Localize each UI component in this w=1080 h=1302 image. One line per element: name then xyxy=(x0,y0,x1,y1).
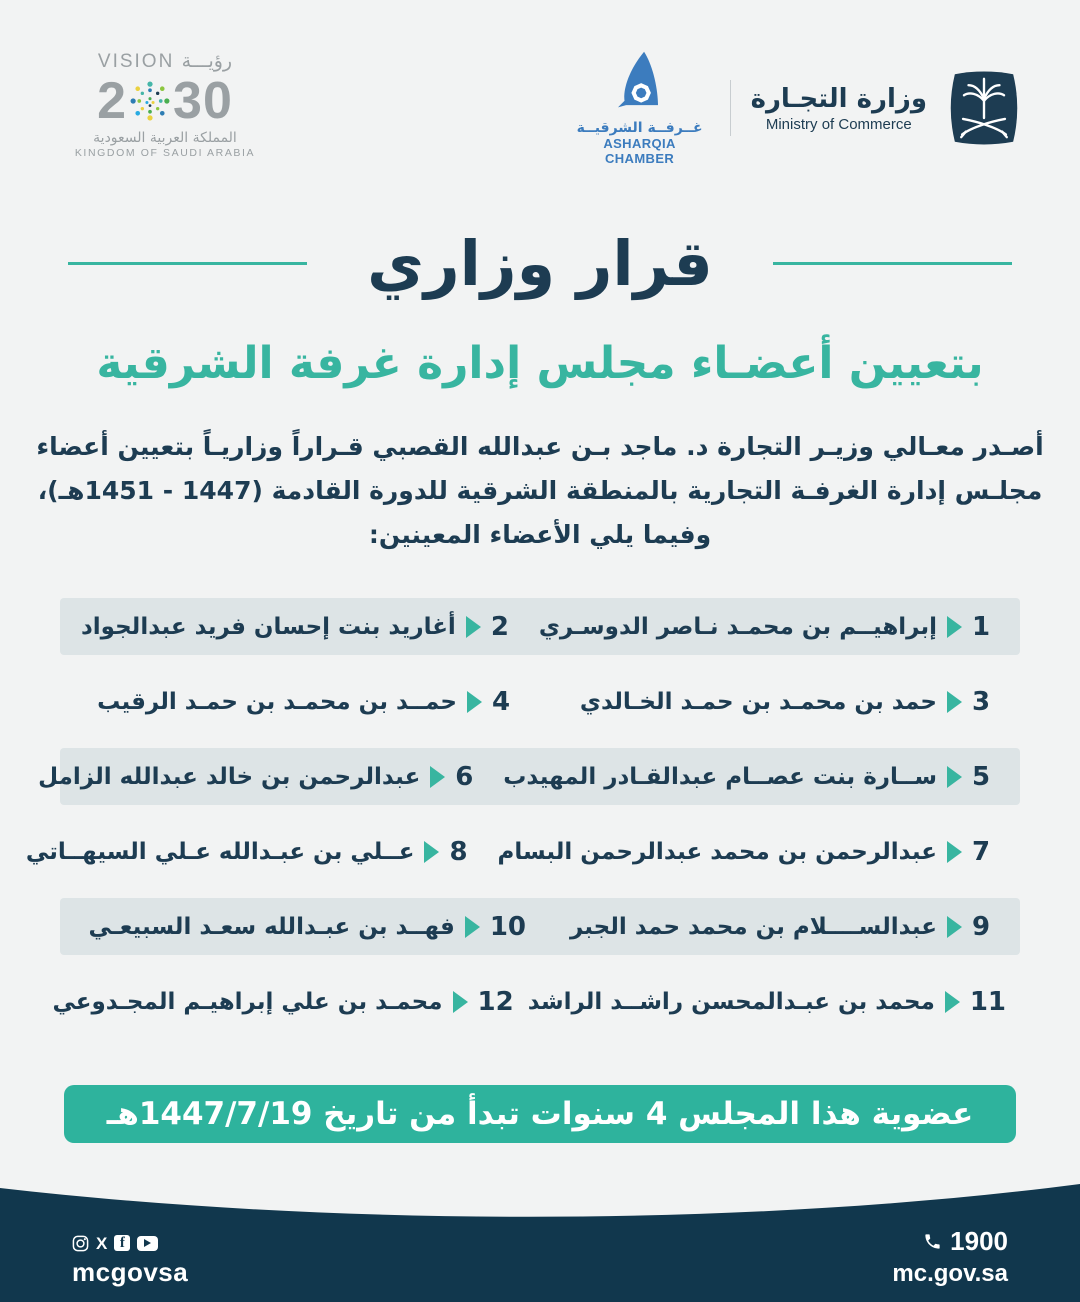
footer xyxy=(0,1180,1080,1302)
member-item xyxy=(23,762,503,792)
arrow-left-icon xyxy=(430,766,445,788)
member-item xyxy=(540,912,1020,942)
arrow-left-icon xyxy=(947,841,962,863)
member-item xyxy=(539,612,1020,642)
members-list xyxy=(25,598,1020,1048)
website-url: mc.gov.sa xyxy=(892,1260,1008,1287)
vision-2030-logo xyxy=(60,50,270,159)
ministry-name-en: Ministry of Commerce xyxy=(765,115,912,133)
member-row xyxy=(60,673,1020,730)
membership-banner-text: عضوية هذا المجلس 4 سنوات تبدأ من تاريخ 1447/7/19هـ xyxy=(106,1096,974,1132)
member-number: 5 xyxy=(972,761,991,792)
paragraph-line-3: وفيما يلي الأعضاء المعينين: xyxy=(368,520,712,549)
instagram-icon xyxy=(72,1235,89,1252)
member-row xyxy=(60,898,1020,955)
vision-year-right: 30 xyxy=(173,72,233,130)
member-item xyxy=(48,987,528,1017)
vision-2030-year xyxy=(60,72,270,130)
social-icons-row xyxy=(72,1233,188,1253)
vision-logo-title: VISION رؤيـــة xyxy=(97,51,233,72)
member-row xyxy=(38,748,1020,805)
member-row xyxy=(60,598,1020,655)
vision-2030-emblem-icon xyxy=(127,78,173,124)
member-name: حمــد بن محمـد بن حمـد الرقيب xyxy=(97,688,457,715)
member-name: عبدالســــلام بن محمد حمد الجبر xyxy=(569,913,937,940)
facebook-icon: f xyxy=(114,1235,130,1251)
member-number: 10 xyxy=(489,911,526,942)
membership-banner xyxy=(64,1085,1016,1143)
arrow-left-icon xyxy=(465,916,480,938)
chamber-name-ar: غــرفــة الشرقيــة xyxy=(576,120,703,136)
member-name: محمـد بن علي إبراهيـم المجـدوعي xyxy=(52,988,443,1015)
saudi-emblem-icon xyxy=(943,67,1025,149)
ministry-name-ar: وزارة التجـارة xyxy=(750,83,927,114)
ministry-wordmark xyxy=(751,84,927,133)
member-item xyxy=(17,837,497,867)
logo-divider xyxy=(730,80,731,136)
phone-row xyxy=(892,1226,1008,1257)
member-name: عــلي بن عبـدالله عـلي السيهــاتي xyxy=(25,838,415,865)
arrow-left-icon xyxy=(947,916,962,938)
member-item xyxy=(503,762,1020,792)
header xyxy=(60,50,1025,166)
member-name: فهــد بن عبـدالله سعـد السبيعـي xyxy=(88,913,455,940)
member-item xyxy=(540,687,1020,717)
asharqia-chamber-logo xyxy=(570,50,710,166)
member-name: أغاريد بنت إحسان فريد عبدالجواد xyxy=(81,613,456,640)
arrow-left-icon xyxy=(453,991,468,1013)
member-number: 2 xyxy=(490,611,509,642)
member-number: 3 xyxy=(972,686,991,717)
member-number: 4 xyxy=(492,686,511,717)
member-row xyxy=(52,973,1020,1030)
member-number: 11 xyxy=(969,986,1006,1017)
member-name: ســارة بنت عصــام عبدالقـادر المهيدب xyxy=(503,763,937,790)
phone-number: 1900 xyxy=(950,1226,1008,1256)
member-number: 7 xyxy=(972,836,991,867)
member-number: 9 xyxy=(972,911,991,942)
member-name: محمد بن عبـدالمحسن راشــد الراشد xyxy=(527,988,935,1015)
arrow-left-icon xyxy=(947,616,962,638)
chamber-name-en: ASHARQIA CHAMBER xyxy=(603,136,676,166)
member-row xyxy=(25,823,1020,880)
youtube-icon xyxy=(137,1236,158,1251)
footer-wave-shape xyxy=(0,1180,1080,1224)
social-handle: mcgovsa xyxy=(72,1257,189,1287)
x-twitter-icon: X xyxy=(96,1233,108,1253)
vision-tagline-ar: المملكة العربية السعودية xyxy=(93,130,237,146)
paragraph-line-1: أصـدر معـالي وزيـر التجارة د. ماجد بـن عبدالله القصبي قـراراً وزاريـاً بتعيين أعضاء xyxy=(36,432,1044,461)
arrow-left-icon xyxy=(467,691,482,713)
title-rule-right xyxy=(68,262,307,265)
arrow-left-icon xyxy=(466,616,481,638)
member-name: حمد بن محمـد بن حمـد الخـالدي xyxy=(579,688,937,715)
arrow-left-icon xyxy=(424,841,439,863)
member-name: إبراهيــم بن محمـد نـاصر الدوسـري xyxy=(538,613,937,640)
member-item xyxy=(60,687,540,717)
arrow-left-icon xyxy=(947,766,962,788)
arrow-left-icon xyxy=(947,691,962,713)
arrow-left-icon xyxy=(945,991,960,1013)
member-number: 12 xyxy=(477,986,514,1017)
member-number: 8 xyxy=(449,836,468,867)
page-title: قرار وزاري xyxy=(367,227,713,300)
member-number: 1 xyxy=(972,611,991,642)
member-name: عبدالرحمن بن محمد عبدالرحمن البسام xyxy=(497,838,937,865)
title-rule-left xyxy=(773,262,1012,265)
chamber-sail-icon xyxy=(611,50,669,112)
phone-icon xyxy=(923,1232,942,1251)
vision-tagline-en: KINGDOM OF SAUDI ARABIA xyxy=(74,147,256,159)
decision-paragraph xyxy=(0,425,1080,557)
member-name: عبدالرحمن بن خالد عبدالله الزامل xyxy=(38,763,421,790)
title-section xyxy=(0,228,1080,299)
member-item xyxy=(59,612,539,642)
footer-social-block xyxy=(72,1233,188,1288)
member-number: 6 xyxy=(455,761,474,792)
vision-year-left: 2 xyxy=(97,72,128,130)
footer-contact-block xyxy=(892,1226,1008,1288)
member-item xyxy=(497,837,1020,867)
member-item xyxy=(528,987,1020,1017)
paragraph-line-2: مجلـس إدارة الغرفـة التجارية بالمنطقة الشرقية للدورة القادمة (1447 - 1451هـ)، xyxy=(37,476,1043,505)
page-subtitle: بتعيين أعضـاء مجلس إدارة غرفة الشرقية xyxy=(96,338,984,389)
member-item xyxy=(60,912,540,942)
header-logos xyxy=(570,50,1025,166)
